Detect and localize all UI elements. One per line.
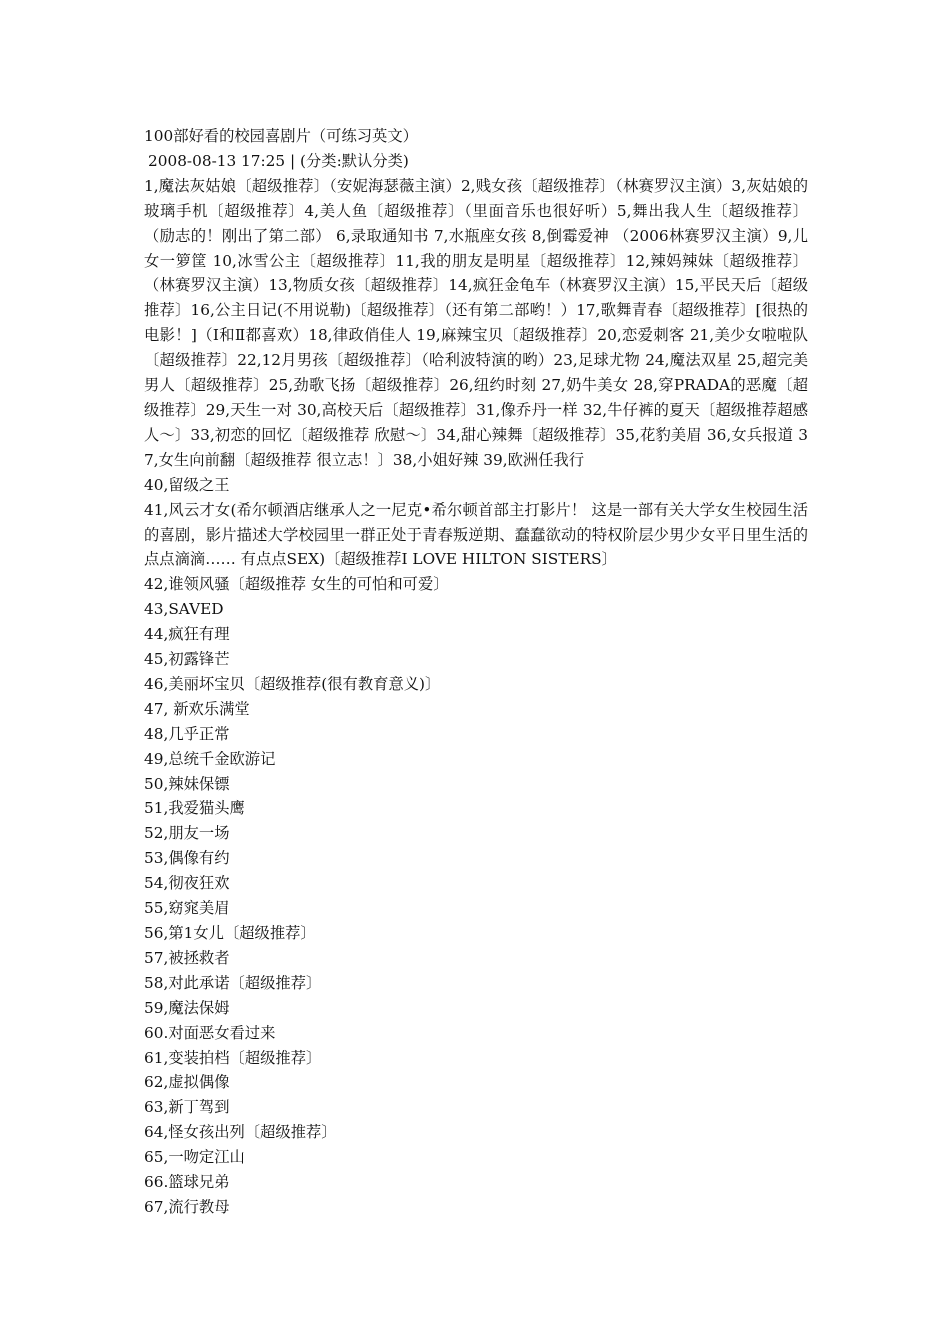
list-item: 43,SAVED: [144, 600, 224, 619]
movie-list-paragraph: 1,魔法灰姑娘〔超级推荐〕（安妮海瑟薇主演）2,贱女孩〔超级推荐〕（林赛罗汉主演）3,灰姑娘的玻璃手机〔超级推荐〕4,美人鱼〔超级推荐〕（里面音乐也很好听）5,舞出我人生〔超级推荐〕 （励志的！刚出了第二部） 6,录取通知书 7,水瓶座女孩 8,倒霉爱神 （2006林赛罗汉主演）9,儿女一箩筐 10,冰雪公主〔超级推荐〕11,我的朋友是明星〔超级推荐〕12,辣妈辣妹〔超级推荐〕（林赛罗汉主演）13,物质女孩〔超级推荐〕14,疯狂金龟车（林赛罗汉主演）15,平民天后〔超级推荐〕16,公主日记(不用说勒)〔超级推荐〕（还有第二部哟！）17,歌舞青春〔超级推荐〕[很热的电影！]（Ⅰ和Ⅱ都喜欢）18,律政俏佳人 19,麻辣宝贝〔超级推荐〕20,恋爱刺客 21,美少女啦啦队〔超级推荐〕22,12月男孩〔超级推荐〕（哈利波特演的哟）23,足球尤物 24,魔法双星 25,超完美男人〔超级推荐〕25,劲歌飞扬〔超级推荐〕26,纽约时刻 27,奶牛美女 28,穿PRADA的恶魔〔超级推荐〕29,天生一对 30,高校天后〔超级推荐〕31,像乔丹一样 32,牛仔裤的夏天〔超级推荐超感人～〕33,初恋的回忆〔超级推荐 欣慰～〕34,甜心辣舞〔超级推荐〕35,花豹美眉 36,女兵报道 37,女生向前翻〔超级推荐 很立志！〕38,小姐好辣 39,欧洲任我行: [144, 176, 808, 469]
list-item: 53,偶像有约: [144, 849, 230, 868]
list-item: 64,怪女孩出列〔超级推荐〕: [144, 1123, 337, 1142]
list-item: 45,初露锋芒: [144, 650, 230, 669]
list-item: 63,新丁驾到: [144, 1098, 230, 1117]
list-item: 61,变装拍档〔超级推荐〕: [144, 1048, 322, 1067]
list-item: 66.篮球兄弟: [144, 1173, 230, 1192]
document-title: 100部好看的校园喜剧片（可练习英文）: [144, 127, 418, 145]
list-item: 59,魔法保姆: [144, 998, 230, 1017]
list-item: 54,彻夜狂欢: [144, 874, 230, 893]
list-item: 51,我爱猫头鹰: [144, 799, 245, 818]
list-item: 57,被拯救者: [144, 948, 230, 967]
list-item: 46,美丽坏宝贝〔超级推荐(很有教育意义)〕: [144, 674, 441, 693]
list-item: 58,对此承诺〔超级推荐〕: [144, 973, 322, 992]
movie-list: [144, 572, 808, 1220]
list-item: 65,一吻定江山: [144, 1148, 245, 1167]
list-item: 50,辣妹保镖: [144, 774, 230, 793]
list-item: 40,留级之王: [144, 475, 230, 494]
list-item-description: 41,风云才女(希尔顿酒店继承人之一尼克•希尔顿首部主打影片！ 这是一部有关大学女生校园生活的喜剧，影片描述大学校园里一群正处于青春叛逆期、蠢蠢欲动的特权阶层少男少女平日里生活的点点滴滴…… 有点点SEX)〔超级推荐I LOVE HILTON SISTERS〕: [144, 500, 808, 569]
list-item: 48,几乎正常: [144, 724, 230, 743]
list-item: 42,谁领风骚〔超级推荐 女生的可怕和可爱〕: [144, 575, 449, 594]
list-item: 67,流行教母: [144, 1197, 230, 1216]
list-item: 47, 新欢乐满堂: [144, 699, 250, 718]
document-page: [144, 124, 808, 1220]
list-item: 49,总统千金欧游记: [144, 749, 276, 768]
list-item: 60.对面恶女看过来: [144, 1023, 276, 1042]
list-item: 55,窈窕美眉: [144, 899, 230, 918]
post-date-category: 2008-08-13 17:25 | (分类:默认分类): [148, 151, 409, 170]
list-item: 56,第1女儿〔超级推荐〕: [144, 924, 316, 942]
list-item: 52,朋友一场: [144, 824, 230, 843]
list-item: 44,疯狂有理: [144, 625, 230, 644]
list-item: 62,虚拟偶像: [144, 1073, 230, 1092]
